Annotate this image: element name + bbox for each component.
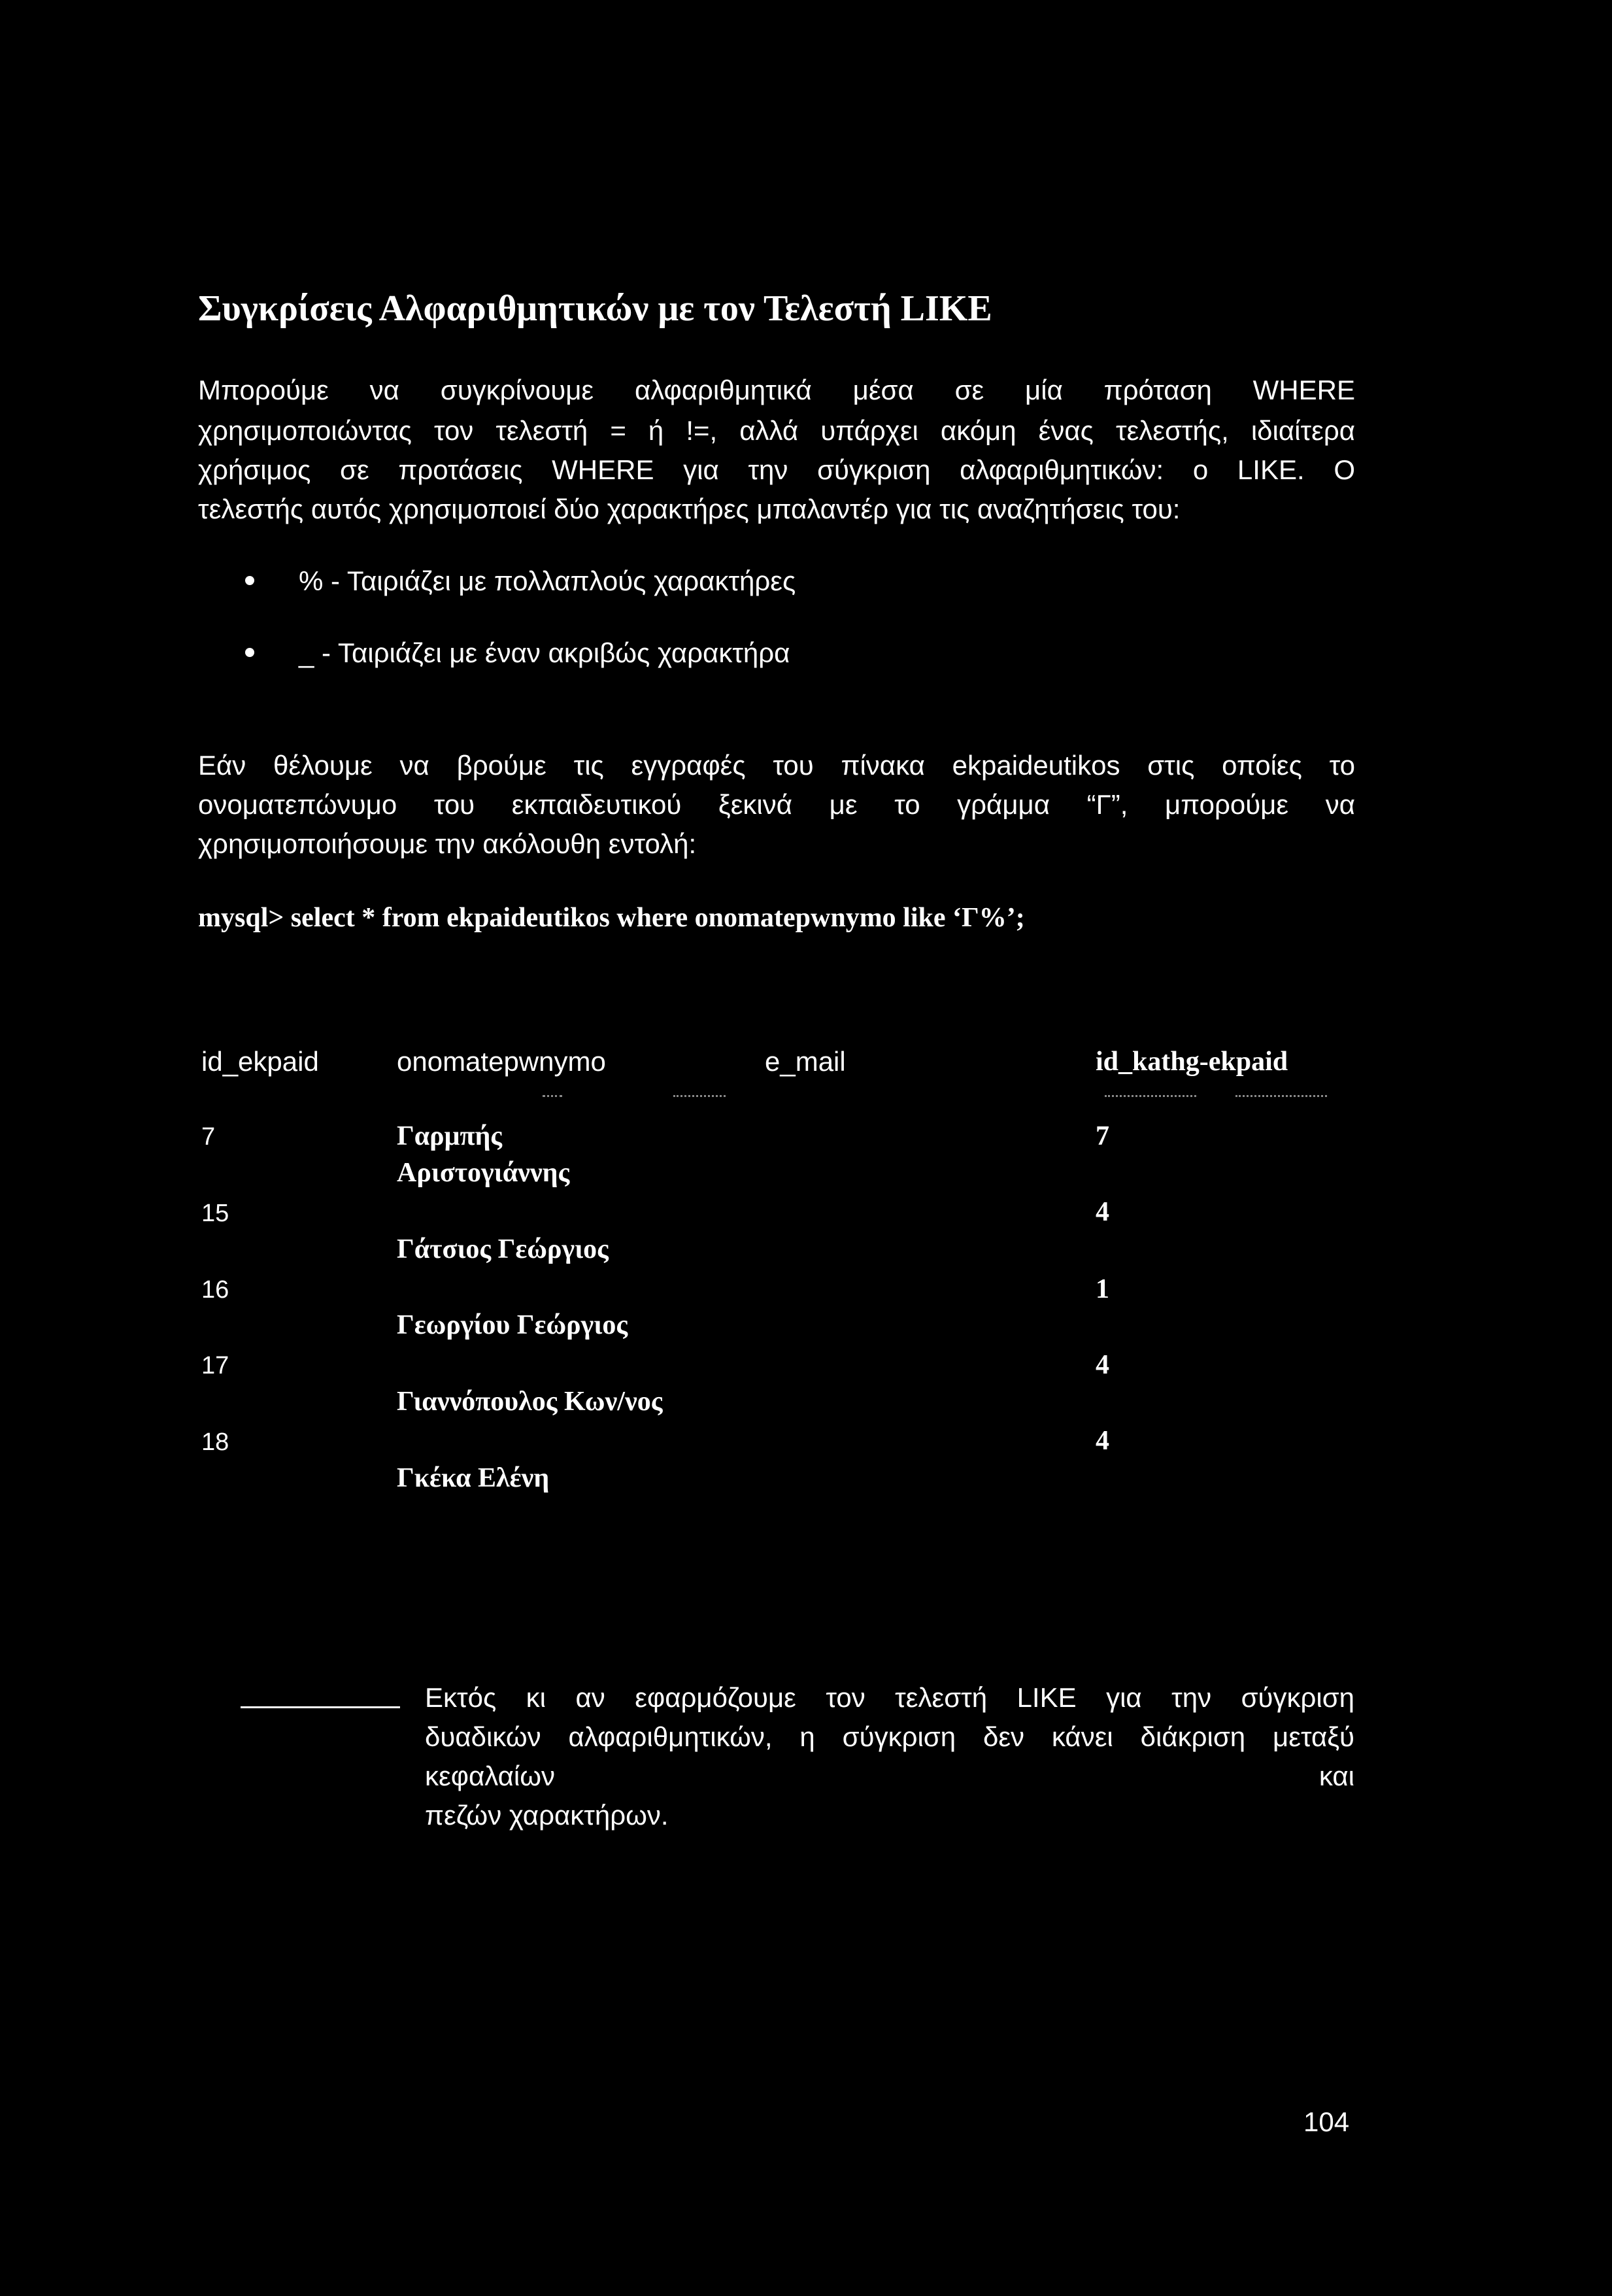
wildcard-item-underscore [245, 637, 790, 669]
table-cell-category: 4 [1096, 1197, 1109, 1227]
column-header-email: e_mail [765, 1046, 846, 1077]
table-cell-category: 4 [1096, 1350, 1109, 1380]
table-cell-id: 15 [201, 1200, 229, 1227]
table-cell-id: 17 [201, 1352, 229, 1379]
note-line-4: πεζών χαρακτήρων. [425, 1800, 669, 1831]
table-cell-name: Γεωργίου Γεώργιος [397, 1310, 628, 1340]
sql-command: mysql> select * from ekpaideutikos where onomatepwnymo like ‘Γ%’; [198, 903, 1025, 933]
table-cell-id: 7 [201, 1123, 216, 1151]
bullet-icon [245, 648, 254, 657]
table-cell-id: 18 [201, 1428, 229, 1456]
table-cell-name: Γιαννόπουλος Κων/νος [397, 1387, 663, 1417]
wildcard-description: - Ταιριάζει με έναν ακριβώς χαρακτήρα [322, 637, 790, 668]
note-line-1: Εκτός κι αν εφαρμόζουμε τον τελεστή LIKE για την σύγκριση [425, 1682, 1354, 1713]
example-line-3: χρησιμοποιήσουμε την ακόλουθη εντολή: [198, 828, 697, 859]
table-cell-category: 4 [1096, 1426, 1109, 1456]
note-line-3: κεφαλαίων και [425, 1761, 1354, 1791]
table-cell-name: Γαρμπής [397, 1121, 503, 1151]
wildcard-description: - Ταιριάζει με πολλαπλούς χαρακτήρες [331, 566, 796, 596]
example-line-1: Εάν θέλουμε να βρούμε τις εγγραφές του πίνακα ekpaideutikos στις οποίες το [198, 750, 1355, 781]
example-line-2: ονοματεπώνυμο του εκπαιδευτικού ξεκινά με το γράμμα “Γ”, μπορούμε να [198, 789, 1355, 820]
intro-line-3: χρήσιμος σε προτάσεις WHERE για την σύγκριση αλφαριθμητικών: ο LIKE. Ο [198, 454, 1355, 485]
column-header-category: id_kathg-ekpaid [1096, 1047, 1288, 1077]
scan-artifact [1235, 1089, 1327, 1097]
table-cell-category: 7 [1096, 1121, 1109, 1151]
scan-artifact [1105, 1089, 1196, 1097]
intro-line-1: Μπορούμε να συγκρίνουμε αλφαριθμητικά μέσα σε μία πρόταση WHERE [198, 375, 1355, 405]
column-header-name: onomatepwnymo [397, 1046, 606, 1077]
table-cell-name: Γάτσιος Γεώργιος [397, 1234, 609, 1264]
section-heading: Συγκρίσεις Αλφαριθμητικών με τον Τελεστή LIKE [198, 288, 992, 329]
wildcard-symbol: _ [299, 637, 314, 668]
table-cell-category: 1 [1096, 1274, 1109, 1304]
intro-line-4: τελεστής αυτός χρησιμοποιεί δύο χαρακτήρες μπαλαντέρ για τις αναζητήσεις του: [198, 494, 1181, 524]
column-header-id: id_ekpaid [201, 1046, 319, 1077]
table-cell-name: Γκέκα Ελένη [397, 1463, 550, 1493]
scan-artifact [673, 1089, 726, 1097]
table-cell-id: 16 [201, 1276, 229, 1304]
intro-line-2: χρησιμοποιώντας τον τελεστή = ή !=, αλλά υπάρχει ακόμη ένας τελεστής, ιδιαίτερα [198, 415, 1355, 446]
page-number: 104 [1303, 2106, 1350, 2137]
note-line-2: δυαδικών αλφαριθμητικών, η σύγκριση δεν κάνει διάκριση μεταξύ [425, 1721, 1354, 1752]
wildcard-item-percent [245, 565, 796, 598]
footnote-rule [241, 1706, 400, 1708]
wildcard-symbol: % [299, 566, 324, 596]
scan-artifact [543, 1089, 562, 1097]
bullet-icon [245, 576, 254, 585]
table-cell-name: Αριστογιάννης [397, 1158, 570, 1188]
